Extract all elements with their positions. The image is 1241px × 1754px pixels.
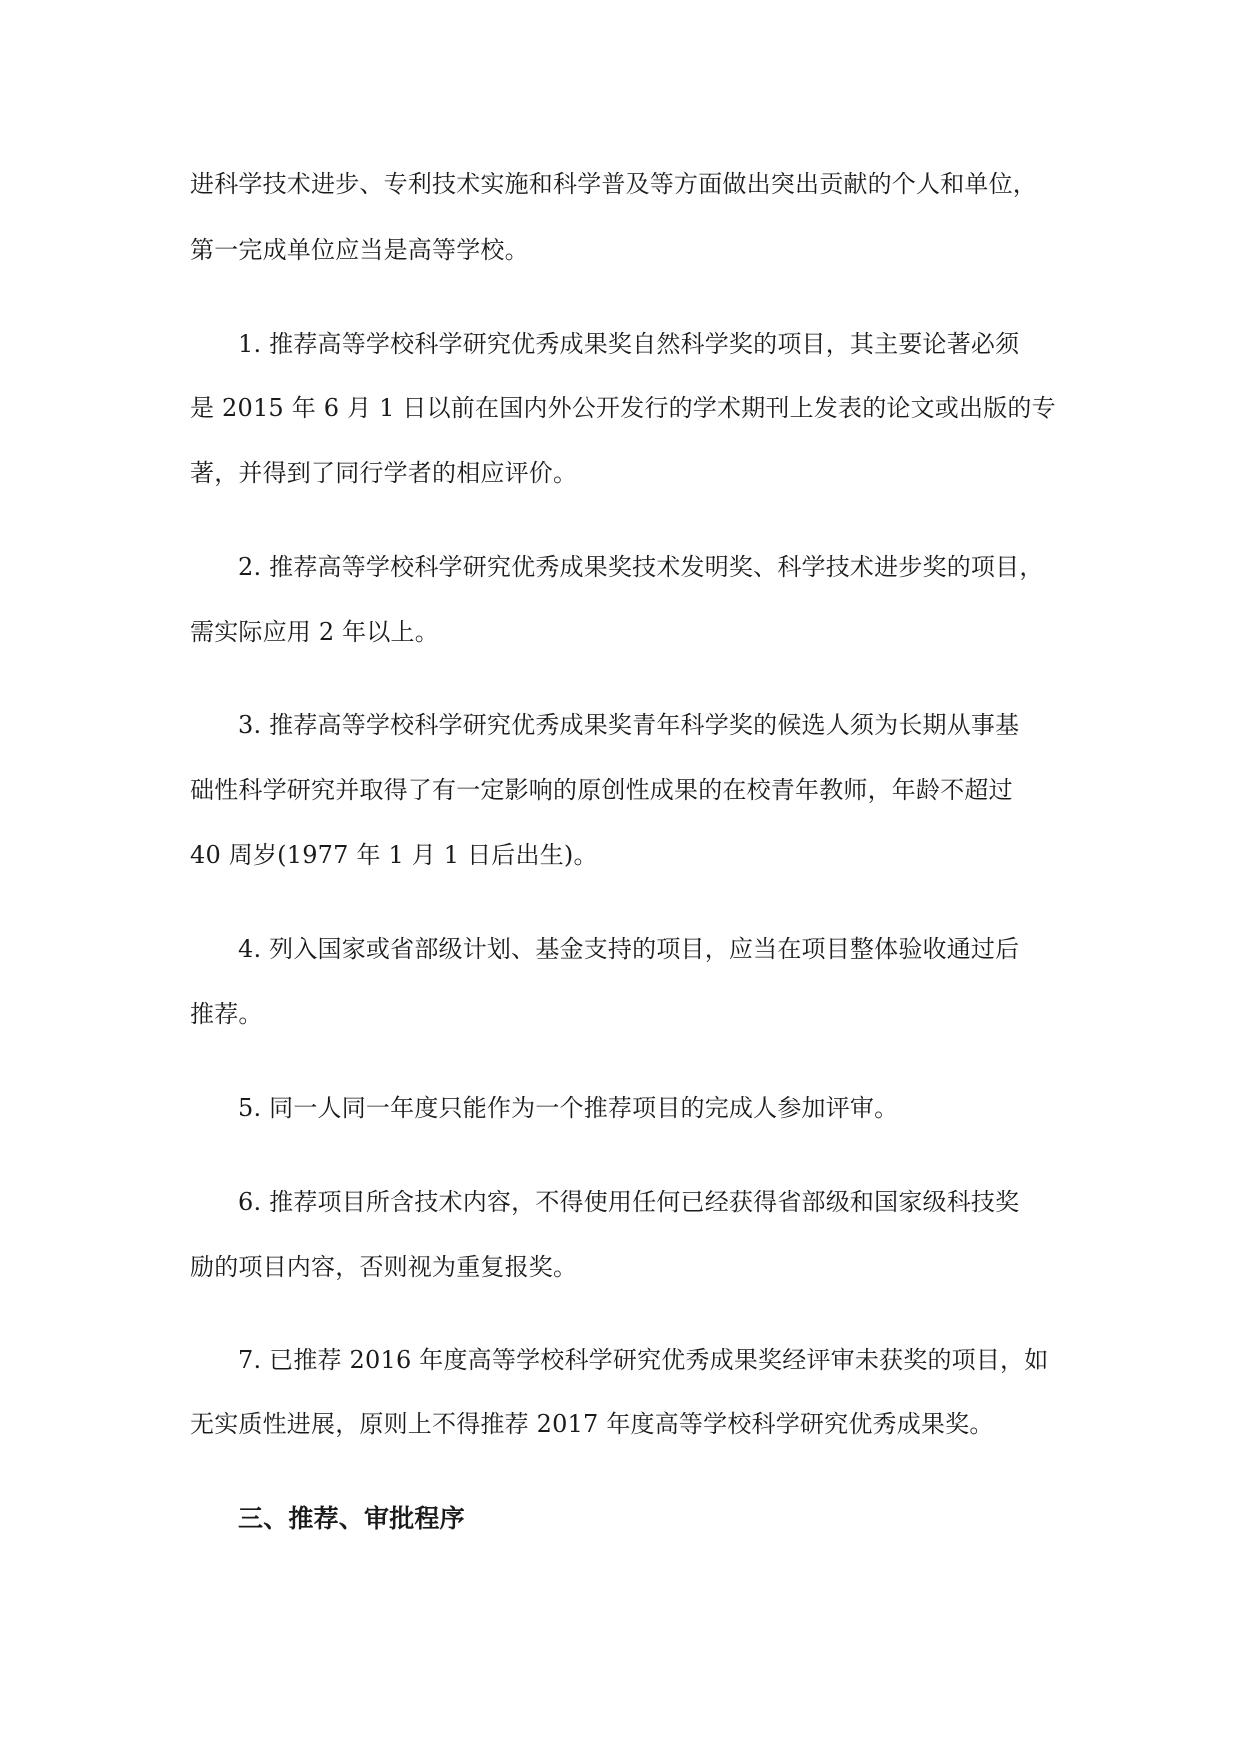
item-3-line: 40 周岁(1977 年 1 月 1 日后出生)。 — [190, 841, 598, 869]
item-1-line: 著，并得到了同行学者的相应评价。 — [190, 459, 578, 487]
item-6-line: 励的项目内容，否则视为重复报奖。 — [190, 1253, 578, 1281]
item-5-line: 5. 同一人同一年度只能作为一个推荐项目的完成人参加评审。 — [238, 1094, 899, 1122]
item-2-line: 2. 推荐高等学校科学研究优秀成果奖技术发明奖、科学技术进步奖的项目， — [238, 553, 1044, 581]
item-4-line: 4. 列入国家或省部级计划、基金支持的项目，应当在项目整体验收通过后 — [238, 935, 1020, 963]
paragraph-line: 进科学技术进步、专利技术实施和科学普及等方面做出突出贡献的个人和单位， — [190, 170, 1037, 198]
item-4-line: 推荐。 — [190, 1000, 263, 1028]
item-1-line: 是 2015 年 6 月 1 日以前在国内外公开发行的学术期刊上发表的论文或出版的专 — [190, 394, 1056, 422]
item-2-line: 需实际应用 2 年以上。 — [190, 618, 439, 646]
item-7-line: 7. 已推荐 2016 年度高等学校科学研究优秀成果奖经评审未获奖的项目，如 — [238, 1346, 1049, 1374]
item-3-line: 础性科学研究并取得了有一定影响的原创性成果的在校青年教师，年龄不超过 — [190, 776, 1013, 804]
item-7-line: 无实质性进展，原则上不得推荐 2017 年度高等学校科学研究优秀成果奖。 — [190, 1410, 994, 1438]
section-heading: 三、推荐、审批程序 — [238, 1504, 465, 1533]
item-1-line: 1. 推荐高等学校科学研究优秀成果奖自然科学奖的项目，其主要论著必须 — [238, 330, 1020, 358]
item-6-line: 6. 推荐项目所含技术内容，不得使用任何已经获得省部级和国家级科技奖 — [238, 1188, 1020, 1216]
item-3-line: 3. 推荐高等学校科学研究优秀成果奖青年科学奖的候选人须为长期从事基 — [238, 711, 1020, 739]
paragraph-line: 第一完成单位应当是高等学校。 — [190, 236, 529, 264]
